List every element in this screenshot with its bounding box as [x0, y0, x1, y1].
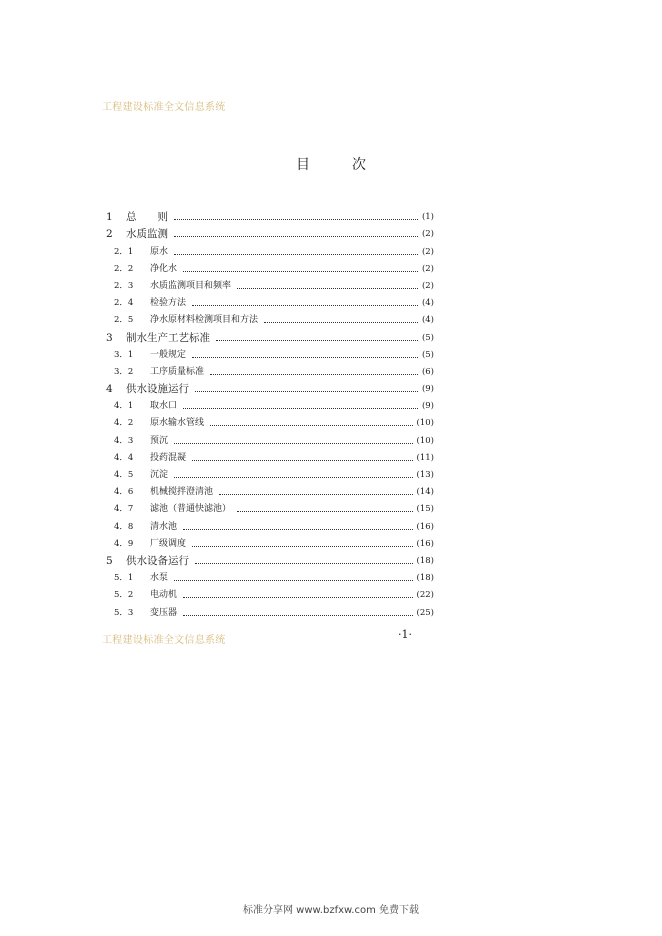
toc-entry-label: 制水生产工艺标准 [126, 331, 210, 344]
toc-entry[interactable] [104, 515, 434, 532]
toc-entry-label: 一般规定 [150, 349, 187, 360]
toc-entry[interactable] [104, 309, 434, 326]
toc-entry-number: 5 [106, 554, 113, 567]
toc-entry-label: 水泵 [150, 573, 169, 584]
toc-entry-number: 3．2 [114, 366, 134, 377]
toc-entry[interactable] [104, 344, 434, 361]
toc-dot-leader [210, 425, 413, 426]
toc-entry-label: 净水原材料检测项目和方法 [150, 315, 259, 326]
toc-dot-leader [195, 391, 418, 392]
toc-entry-label: 供水设施运行 [126, 383, 189, 396]
toc-entry-label: 水质监测 [126, 228, 168, 241]
toc-entry[interactable] [104, 292, 434, 309]
toc-dot-leader [219, 494, 413, 495]
toc-entry-page: (2) [421, 229, 434, 240]
toc-entry-number: 2．3 [114, 280, 134, 291]
footer-text: 标准分享网 www.bzfxw.com 免费下载 [243, 905, 419, 916]
page-title [0, 154, 662, 174]
toc-entry[interactable] [104, 326, 434, 343]
toc-entry-number: 4 [106, 383, 113, 396]
toc-entry-label: 厂级调度 [150, 538, 187, 549]
toc-entry-page: (1) [421, 212, 434, 223]
toc-entry-number: 3．1 [114, 349, 134, 360]
toc-entry-label: 电动机 [150, 590, 178, 601]
toc-dot-leader [183, 615, 413, 616]
toc-entry-number: 4．4 [114, 452, 134, 463]
toc-entry-page: (5) [421, 349, 434, 360]
toc-entry-number: 4．7 [114, 504, 134, 515]
toc-entry-label: 供水设备运行 [126, 554, 189, 567]
title-char-2: 次 [352, 157, 366, 173]
toc-dot-leader [174, 443, 413, 444]
toc-entry[interactable] [104, 533, 434, 550]
toc-entry[interactable] [104, 395, 434, 412]
toc-entry-label: 工序质量标准 [150, 366, 205, 377]
toc-entry-label: 投药混凝 [150, 452, 187, 463]
toc-dot-leader [183, 271, 418, 272]
toc-entry[interactable] [104, 361, 434, 378]
toc-entry-number: 5．3 [114, 607, 134, 618]
toc-entry-page: (10) [416, 418, 434, 429]
toc-entry-label: 变压器 [150, 607, 178, 618]
toc-entry-number: 5．1 [114, 573, 134, 584]
toc-dot-leader [183, 597, 413, 598]
toc-entry[interactable] [104, 275, 434, 292]
title-char-1: 目 [296, 157, 310, 173]
toc-dot-leader [174, 236, 418, 237]
toc-entry-label: 原水 [150, 246, 169, 257]
toc-entry[interactable] [104, 429, 434, 446]
toc-entry[interactable] [104, 567, 434, 584]
toc-entry-label: 机械搅拌澄清池 [150, 487, 214, 498]
toc-entry-number: 3 [106, 331, 113, 344]
toc-entry-page: (2) [421, 280, 434, 291]
toc-entry-number: 4．2 [114, 418, 134, 429]
toc-entry-label: 水质监测项目和频率 [150, 280, 232, 291]
toc-entry-label: 清水池 [150, 521, 178, 532]
toc-entry-number: 1 [106, 211, 113, 224]
toc-dot-leader [192, 546, 413, 547]
toc-entry-label: 原水输水管线 [150, 418, 205, 429]
toc-entry-page: (15) [416, 504, 434, 515]
toc-entry-page: (10) [416, 435, 434, 446]
toc-entry[interactable] [104, 240, 434, 257]
toc-entry[interactable] [104, 584, 434, 601]
table-of-contents [104, 206, 434, 619]
toc-entry[interactable] [104, 206, 434, 223]
toc-entry-label: 沉淀 [150, 470, 169, 480]
toc-entry-page: (9) [421, 384, 434, 395]
toc-entry-number: 4．6 [114, 487, 134, 498]
toc-dot-leader [192, 460, 413, 461]
toc-entry-page: (2) [421, 263, 434, 274]
toc-dot-leader [174, 219, 418, 220]
toc-entry-number: 2．2 [114, 263, 134, 274]
toc-entry-page: (6) [421, 366, 434, 377]
toc-entry-number: 2．1 [114, 246, 134, 257]
watermark-bottom: 工程建设标准全文信息系统 [102, 635, 226, 646]
toc-entry-number: 4．5 [114, 470, 134, 480]
toc-dot-leader [195, 563, 413, 564]
watermark-top: 工程建设标准全文信息系统 [102, 102, 226, 113]
toc-dot-leader [237, 288, 418, 289]
toc-entry-number: 2 [106, 228, 113, 241]
toc-entry-page: (4) [421, 298, 434, 309]
toc-entry-page: (11) [416, 452, 434, 463]
toc-entry-number: 4．8 [114, 521, 134, 532]
toc-entry-page: (18) [416, 573, 434, 584]
toc-entry-page: (9) [421, 401, 434, 412]
toc-dot-leader [237, 511, 413, 512]
page-number: ·1· [398, 628, 412, 641]
toc-entry-label: 总 则 [126, 211, 168, 224]
toc-entry-label: 净化水 [150, 263, 178, 274]
toc-entry-label: 检验方法 [150, 298, 187, 309]
toc-dot-leader [216, 340, 418, 341]
toc-entry[interactable] [104, 223, 434, 240]
toc-dot-leader [192, 357, 418, 358]
toc-entry-page: (13) [416, 470, 434, 480]
toc-entry-page: (25) [416, 607, 434, 618]
toc-dot-leader [210, 374, 418, 375]
toc-entry-number: 2．5 [114, 315, 134, 326]
toc-dot-leader [174, 477, 413, 478]
toc-entry-number: 5．2 [114, 590, 134, 601]
toc-entry-page: (22) [416, 590, 434, 601]
toc-entry[interactable] [104, 412, 434, 429]
toc-entry-page: (14) [416, 487, 434, 498]
toc-entry-number: 4．3 [114, 435, 134, 446]
toc-entry-number: 4．9 [114, 538, 134, 549]
toc-dot-leader [174, 580, 413, 581]
toc-entry[interactable] [104, 498, 434, 515]
toc-entry-page: (2) [421, 246, 434, 257]
toc-dot-leader [174, 254, 418, 255]
toc-entry[interactable] [104, 550, 434, 567]
toc-entry-page: (4) [421, 315, 434, 326]
toc-entry[interactable] [104, 378, 434, 395]
toc-entry[interactable] [104, 447, 434, 464]
toc-entry-page: (18) [416, 555, 434, 566]
toc-dot-leader [192, 305, 418, 306]
toc-dot-leader [183, 408, 418, 409]
toc-entry-page: (16) [416, 521, 434, 532]
toc-entry[interactable] [104, 601, 434, 618]
toc-dot-leader [183, 529, 413, 530]
toc-entry-number: 4．1 [114, 401, 134, 412]
toc-dot-leader [264, 322, 418, 323]
toc-entry-number: 2．4 [114, 298, 134, 309]
toc-entry-page: (16) [416, 538, 434, 549]
toc-entry[interactable] [104, 464, 434, 481]
toc-entry-label: 预沉 [150, 435, 169, 446]
toc-entry-page: (5) [421, 332, 434, 343]
toc-entry-label: 取水口 [150, 401, 178, 412]
toc-entry-label: 滤池（普通快滤池） [150, 504, 232, 515]
toc-entry[interactable] [104, 481, 434, 498]
toc-entry[interactable] [104, 258, 434, 275]
